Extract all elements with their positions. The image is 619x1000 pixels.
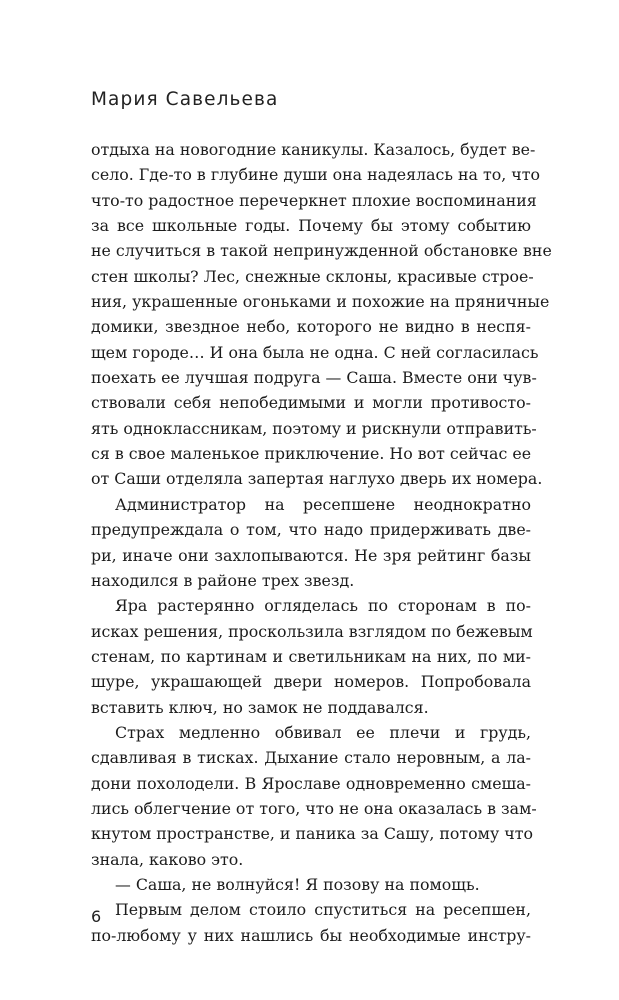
text-line: стен школы? Лес, снежные склоны, красивые строе- <box>91 266 534 286</box>
text-line: знала, каково это. <box>91 849 244 869</box>
text-line: по-любому у них нашлись бы необходимые инстру- <box>91 925 531 945</box>
text-line: что-то радостное перечеркнет плохие воспоминания <box>91 190 537 210</box>
text-line: поехать ее лучшая подруга — Саша. Вместе они чув- <box>91 368 537 388</box>
text-line: шуре, украшающей двери номеров. Попробовала <box>91 672 531 692</box>
text-line: ния, украшенные огоньками и похожие на пряничные <box>91 292 550 312</box>
running-head-author: Мария Савельева <box>91 89 279 110</box>
text-line: Страх медленно обвивал ее плечи и грудь, <box>115 722 531 742</box>
text-line: ять одноклассникам, поэтому и рискнули отправить- <box>91 418 537 438</box>
text-line: ри, иначе они захлопываются. Не зря рейтинг базы <box>91 545 531 565</box>
text-line: кнутом пространстве, и паника за Сашу, потому что <box>91 824 533 844</box>
text-line: исках решения, проскользила взглядом по бежевым <box>91 621 533 641</box>
text-line: — Саша, не волнуйся! Я позову на помощь. <box>115 874 480 894</box>
text-line: лись облегчение от того, что не она оказалась в зам- <box>91 798 537 818</box>
text-line: село. Где-то в глубине души она надеялась на то, что <box>91 165 540 185</box>
text-line: вставить ключ, но замок не поддавался. <box>91 697 429 717</box>
page-number: 6 <box>91 907 102 926</box>
body-text <box>91 137 552 948</box>
text-line: щем городе… И она была не одна. С ней согласилась <box>91 342 539 362</box>
text-line: отдыха на новогодние каникулы. Казалось, будет ве- <box>91 140 536 159</box>
text-line: за все школьные годы. Почему бы этому событию <box>91 216 531 236</box>
text-line: ствовали себя непобедимыми и могли противосто- <box>91 393 531 413</box>
text-line: Администратор на ресепшене неоднократно <box>115 494 531 514</box>
text-line: стенам, по картинам и светильникам на них, по ми- <box>91 646 531 666</box>
text-line: домики, звездное небо, которого не видно в неспя- <box>91 317 531 337</box>
text-line: от Саши отделяла запертая наглухо дверь их номера. <box>91 469 543 489</box>
text-line: предупреждала о том, что надо придерживать две- <box>91 520 531 540</box>
text-line: дони похолодели. В Ярославе одновременно смеша- <box>91 773 531 793</box>
text-line: не случиться в такой непринужденной обстановке вне <box>91 241 552 261</box>
text-line: Первым делом стоило спуститься на ресепшен, <box>115 900 531 920</box>
text-line: находился в районе трех звезд. <box>91 570 355 590</box>
text-line: Яра растерянно огляделась по сторонам в по- <box>115 596 531 616</box>
text-line: ся в свое маленькое приключение. Но вот сейчас ее <box>91 444 532 464</box>
text-line: сдавливая в тисках. Дыхание стало неровным, а ла- <box>91 748 531 768</box>
